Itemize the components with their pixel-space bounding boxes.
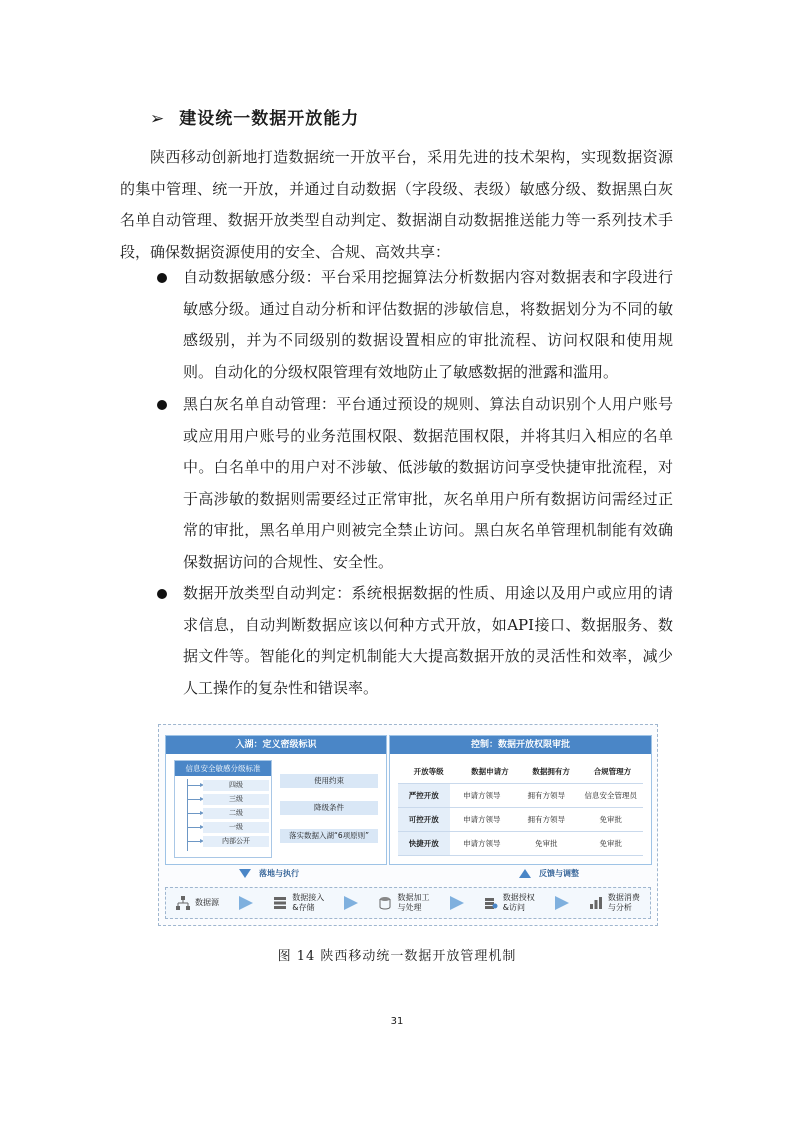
flow-step-label: 数据源 (195, 898, 220, 907)
table-cell: 信息安全管理员 (584, 791, 637, 800)
table-row (398, 808, 643, 832)
flow-step-processing (378, 893, 429, 913)
section-heading (150, 104, 359, 129)
down-arrow-icon (239, 869, 251, 878)
flow-step-label: 数据接入 (292, 893, 325, 902)
level-item: 一级 (203, 822, 269, 833)
table-cell: 快捷开放 (398, 832, 450, 855)
tree-arrow-icon (187, 799, 201, 800)
table-header: 数据拥有方 (532, 767, 570, 776)
flow-step-source (176, 896, 219, 910)
table-cell: 免审批 (599, 815, 622, 824)
bullet-dot-icon (157, 400, 167, 410)
down-flow-label (239, 868, 299, 879)
tree-arrow-icon (187, 813, 201, 814)
level-item: 二级 (203, 808, 269, 819)
flow-step-sublabel: &访问 (502, 903, 525, 912)
hierarchy-icon (176, 896, 190, 910)
table-header: 合规管理方 (593, 767, 632, 776)
flow-step-label: 数据加工 (397, 893, 430, 902)
figure-caption: 图 14 陕西移动统一数据开放管理机制 (277, 949, 517, 964)
table-cell: 申请方领导 (463, 791, 501, 800)
table-cell: 可控开放 (398, 808, 450, 831)
bullet-auto-sensitivity: 自动数据敏感分级：平台采用挖掘算法分析数据内容对数据表和字段进行敏感分级。通过自动分析和评估数据的涉敏信息，将数据划分为不同的敏感级别，并为不同级别的数据设置相应的审批流程、访问权限和使用规则。自动化的分级权限管理有效地防止了敏感数据的泄露和滥用。 (183, 268, 673, 381)
rule-usage-constraint: 使用约束 (280, 774, 378, 788)
up-label-text: 反馈与调整 (539, 869, 579, 878)
section-title: 建设统一数据开放能力 (179, 109, 360, 129)
rule-downgrade-condition: 降级条件 (280, 801, 378, 815)
flow-step-label: 数据消费 (607, 893, 640, 902)
table-cell: 拥有方领导 (527, 791, 566, 800)
tree-arrow-icon (187, 827, 201, 828)
arrow-bullet-icon: ➢ (150, 109, 166, 129)
flow-step-sublabel: &存储 (292, 903, 315, 912)
approval-control-panel (389, 735, 652, 865)
down-label-text: 落地与执行 (259, 869, 299, 878)
bullet-open-type: 数据开放类型自动判定：系统根据数据的性质、用途以及用户或应用的请求信息，自动判断数据应该以何种方式开放，如API接口、数据服务、数据文件等。智能化的判定机制能大大提高数据开放的灵活性和效率，减少人工操作的复杂性和错误率。 (183, 584, 673, 697)
flow-step-label: 数据授权 (502, 893, 535, 902)
tree-arrow-icon (187, 785, 201, 786)
page-number: 31 (390, 1016, 404, 1027)
database-icon (378, 896, 392, 910)
table-cell: 免审批 (599, 839, 622, 848)
table-header: 数据申请方 (471, 767, 509, 776)
table-header: 开放等级 (413, 767, 444, 776)
table-cell: 严控开放 (398, 784, 450, 807)
intro-paragraph: 陕西移动创新地打造数据统一开放平台，采用先进的技术架构，实现数据资源的集中管理、统一开放，并通过自动数据（字段级、表级）敏感分级、数据黑白灰名单自动管理、数据开放类型自动判定、数据湖自动数据推送能力等一系列技术手段，确保数据资源使用的安全、合规、高效共享： (120, 148, 673, 261)
table-cell: 申请方领导 (463, 839, 501, 848)
bullet-dot-icon (157, 273, 167, 283)
up-flow-label (519, 868, 579, 879)
data-flow-bar (165, 887, 651, 919)
flow-step-ingest (273, 893, 324, 913)
approval-table (398, 760, 643, 856)
sensitivity-standard-box (174, 760, 272, 858)
bar-chart-icon (589, 896, 603, 910)
tree-arrow-icon (187, 841, 201, 842)
rule-six-principles: 落实数据入湖“6项原则” (280, 829, 378, 843)
table-row (398, 832, 643, 856)
standard-title: 信息安全敏感分级标准 (175, 761, 271, 776)
up-arrow-icon (519, 869, 531, 878)
bullet-dot-icon (157, 589, 167, 599)
flow-arrow-icon (239, 896, 253, 910)
flow-step-sublabel: 与分析 (607, 903, 632, 912)
level-item: 四级 (203, 780, 269, 791)
flow-step-consumption (589, 893, 640, 913)
level-item: 内部公开 (203, 836, 269, 847)
flow-arrow-icon (344, 896, 358, 910)
flow-step-sublabel: 与处理 (397, 903, 422, 912)
table-cell: 申请方领导 (463, 815, 501, 824)
approval-control-title: 控制：数据开放权限审批 (390, 736, 651, 754)
flow-arrow-icon (555, 896, 569, 910)
data-stack-icon (484, 896, 498, 910)
table-row (398, 784, 643, 808)
bullet-list-management: 黑白灰名单自动管理：平台通过预设的规则、算法自动识别个人用户账号或应用用户账号的业务范围权限、数据范围权限，并将其归入相应的名单中。白名单中的用户对不涉敏、低涉敏的数据访问享受快捷审批流程，对于高涉敏的数据则需要经过正常审批，灰名单用户所有数据访问需经过正常的审批，黑名单用户则被完全禁止访问。黑白灰名单管理机制能有效确保数据访问的合规性、安全性。 (183, 395, 673, 571)
table-cell: 免审批 (535, 839, 558, 848)
level-item: 三级 (203, 794, 269, 805)
flow-arrow-icon (450, 896, 464, 910)
server-icon (273, 896, 287, 910)
lake-entry-panel (165, 735, 387, 865)
table-header-row (398, 760, 643, 784)
data-open-mechanism-figure (158, 724, 658, 926)
flow-step-authorization (484, 893, 535, 913)
table-cell: 拥有方领导 (527, 815, 566, 824)
lake-entry-title: 入湖：定义密级标识 (166, 736, 386, 754)
